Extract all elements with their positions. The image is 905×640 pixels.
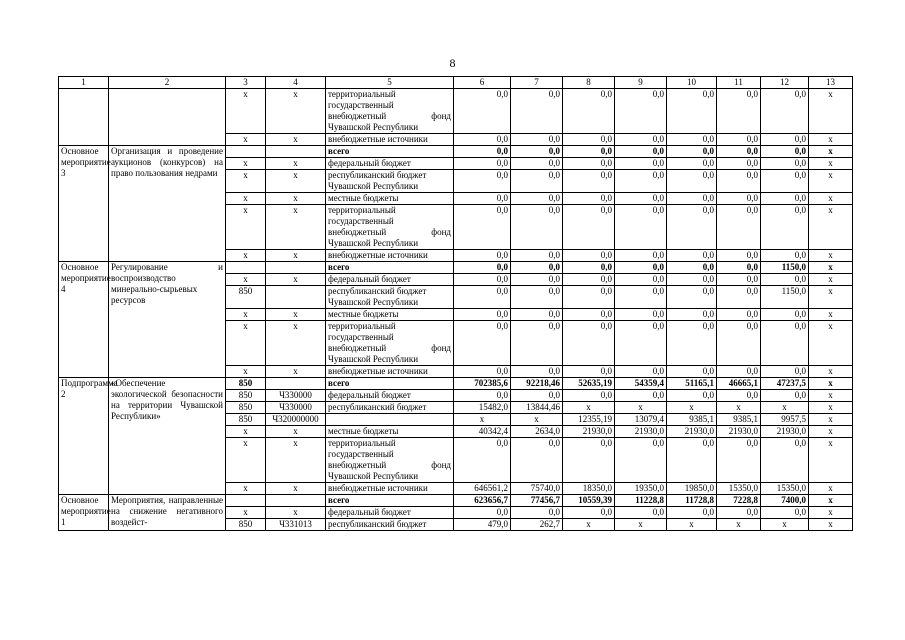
column-header: 1 — [59, 77, 109, 89]
table-cell: х — [809, 495, 853, 507]
table-cell: х — [226, 158, 266, 170]
table-cell: 850 — [226, 402, 266, 414]
table-cell: 0,0 — [615, 158, 667, 170]
table-cell: 0,0 — [511, 309, 563, 321]
table-cell: 0,0 — [761, 390, 809, 402]
table-cell: х — [266, 366, 326, 378]
table-cell: 12355,19 — [563, 414, 615, 426]
table-cell: х — [266, 507, 326, 519]
table-cell: 0,0 — [717, 146, 761, 158]
table-cell: х — [563, 519, 615, 531]
table-cell: 0,0 — [511, 146, 563, 158]
table-cell: х — [563, 402, 615, 414]
table-cell: 0,0 — [454, 390, 511, 402]
table-cell: 0,0 — [454, 146, 511, 158]
table-cell: 0,0 — [563, 250, 615, 262]
table-cell: 54359,4 — [615, 378, 667, 390]
table-cell: 0,0 — [563, 274, 615, 286]
table-cell: х — [809, 366, 853, 378]
table-cell: 0,0 — [717, 262, 761, 274]
table-cell: х — [266, 193, 326, 205]
table-cell: 0,0 — [454, 170, 511, 193]
column-header: 10 — [667, 77, 717, 89]
table-cell: 0,0 — [717, 205, 761, 250]
table-cell: 46665,1 — [717, 378, 761, 390]
table-cell: внебюджетные источники — [326, 483, 454, 495]
table-cell: 0,0 — [454, 274, 511, 286]
table-cell — [226, 146, 266, 158]
table-cell: внебюджетные источники — [326, 366, 454, 378]
column-header: 5 — [326, 77, 454, 89]
table-cell: 21930,0 — [615, 426, 667, 438]
table-cell — [59, 89, 109, 146]
page-number: 8 — [449, 56, 456, 70]
table-cell: 0,0 — [667, 262, 717, 274]
table-cell: 0,0 — [717, 134, 761, 146]
table-cell: всего — [326, 262, 454, 274]
table-cell: 0,0 — [761, 366, 809, 378]
column-header: 7 — [511, 77, 563, 89]
table-cell: х — [226, 250, 266, 262]
table-cell: территориальный государственный внебюджетный фонд Чувашской Республики — [326, 89, 454, 134]
table-cell: 0,0 — [717, 274, 761, 286]
table-cell: х — [226, 309, 266, 321]
table-cell: 0,0 — [761, 146, 809, 158]
table-cell: 0,0 — [615, 193, 667, 205]
table-cell: 0,0 — [667, 438, 717, 483]
table-cell: 0,0 — [454, 262, 511, 274]
table-cell: 1150,0 — [761, 286, 809, 309]
table-cell: х — [717, 402, 761, 414]
table-cell: х — [226, 193, 266, 205]
table-cell: х — [226, 89, 266, 134]
table-cell: 47237,5 — [761, 378, 809, 390]
table-cell: х — [667, 519, 717, 531]
table-cell: х — [226, 507, 266, 519]
table-cell: 0,0 — [717, 438, 761, 483]
table-cell: 262,7 — [511, 519, 563, 531]
table-cell: 0,0 — [717, 170, 761, 193]
table-header-row — [59, 77, 853, 89]
table-cell: 0,0 — [454, 134, 511, 146]
table-cell: федеральный бюджет — [326, 390, 454, 402]
table-cell: 0,0 — [454, 286, 511, 309]
table-cell: 10559,39 — [563, 495, 615, 507]
table-cell: х — [809, 205, 853, 250]
table-cell: Ч331013 — [266, 519, 326, 531]
table-cell — [266, 262, 326, 274]
table-cell: х — [266, 205, 326, 250]
table-cell: 18350,0 — [563, 483, 615, 495]
table-cell: х — [266, 89, 326, 134]
table-row — [59, 495, 853, 507]
table-cell — [109, 89, 226, 146]
table-cell: 21930,0 — [563, 426, 615, 438]
table-cell: х — [226, 321, 266, 366]
table-row — [59, 262, 853, 274]
table-cell: 0,0 — [454, 89, 511, 134]
table-cell: 51165,1 — [667, 378, 717, 390]
table-cell: 0,0 — [511, 390, 563, 402]
table-cell: 0,0 — [511, 366, 563, 378]
table-cell: 0,0 — [761, 170, 809, 193]
table-cell: 21930,0 — [717, 426, 761, 438]
table-cell: 0,0 — [563, 286, 615, 309]
group-name: Мероприятия, направленные на снижение негативного воздейст- — [109, 495, 226, 531]
table-cell: территориальный государственный внебюджетный фонд Чувашской Республики — [326, 438, 454, 483]
table-cell: Ч330000 — [266, 402, 326, 414]
table-cell: 0,0 — [563, 390, 615, 402]
table-cell: х — [809, 250, 853, 262]
table-cell: 0,0 — [667, 134, 717, 146]
table-cell: всего — [326, 146, 454, 158]
table-cell: 0,0 — [615, 366, 667, 378]
column-header: 13 — [809, 77, 853, 89]
table-cell: 13079,4 — [615, 414, 667, 426]
table-cell: 7400,0 — [761, 495, 809, 507]
group-kind: Основное мероприятие 1 — [59, 495, 109, 531]
table-cell: 15350,0 — [761, 483, 809, 495]
table-cell: 0,0 — [454, 507, 511, 519]
table-cell: х — [809, 89, 853, 134]
table-cell: 0,0 — [761, 250, 809, 262]
table-cell: 0,0 — [511, 158, 563, 170]
table-cell: 0,0 — [761, 274, 809, 286]
table-cell — [226, 495, 266, 507]
table-cell: 0,0 — [717, 89, 761, 134]
table-cell: 19350,0 — [615, 483, 667, 495]
table-cell: 9957,5 — [761, 414, 809, 426]
table-cell: 0,0 — [511, 250, 563, 262]
table-cell: 0,0 — [717, 366, 761, 378]
table-cell: х — [226, 426, 266, 438]
column-header: 9 — [615, 77, 667, 89]
column-header: 12 — [761, 77, 809, 89]
table-cell: 0,0 — [717, 321, 761, 366]
table-cell: 0,0 — [615, 134, 667, 146]
table-cell: х — [809, 378, 853, 390]
table-cell: 0,0 — [717, 193, 761, 205]
table-cell: 0,0 — [563, 89, 615, 134]
table-cell: всего — [326, 495, 454, 507]
table-cell: х — [266, 158, 326, 170]
table-cell: 0,0 — [615, 507, 667, 519]
table-cell: 0,0 — [615, 286, 667, 309]
table-cell: х — [266, 309, 326, 321]
table-cell: 623656,7 — [454, 495, 511, 507]
table-cell: местные бюджеты — [326, 426, 454, 438]
table-cell: 0,0 — [761, 158, 809, 170]
table-cell: х — [226, 170, 266, 193]
table-cell: х — [809, 286, 853, 309]
table-cell: республиканский бюджет — [326, 519, 454, 531]
table-cell: х — [266, 483, 326, 495]
table-cell: федеральный бюджет — [326, 507, 454, 519]
table-cell: всего — [326, 378, 454, 390]
table-cell: 0,0 — [615, 321, 667, 366]
table-cell: 75740,0 — [511, 483, 563, 495]
table-cell: х — [717, 519, 761, 531]
table-cell: 0,0 — [761, 205, 809, 250]
table-cell: внебюджетные источники — [326, 250, 454, 262]
table-cell: 0,0 — [615, 390, 667, 402]
column-header: 2 — [109, 77, 226, 89]
table-cell: 15350,0 — [717, 483, 761, 495]
table-cell: 0,0 — [667, 390, 717, 402]
group-name: Организация и проведение аукционов (конкурсов) на право пользования недрами — [109, 146, 226, 262]
table-cell: 0,0 — [667, 286, 717, 309]
table-cell: федеральный бюджет — [326, 158, 454, 170]
table-cell: 0,0 — [615, 438, 667, 483]
table-cell: 0,0 — [563, 321, 615, 366]
table-cell: 0,0 — [563, 366, 615, 378]
table-cell: х — [809, 426, 853, 438]
table-cell: 0,0 — [454, 366, 511, 378]
table-cell: х — [226, 438, 266, 483]
group-name: «Обеспечение экологической безопасности на территории Чувашской Республики» — [109, 378, 226, 495]
table-cell: х — [511, 414, 563, 426]
table-cell: Ч330000 — [266, 390, 326, 402]
table-cell: 19850,0 — [667, 483, 717, 495]
table-cell: х — [266, 170, 326, 193]
table-row — [59, 378, 853, 390]
table-cell: 0,0 — [717, 390, 761, 402]
table-cell: 21930,0 — [761, 426, 809, 438]
table-cell: 0,0 — [615, 89, 667, 134]
table-cell: 0,0 — [563, 309, 615, 321]
table-cell: 0,0 — [454, 193, 511, 205]
table-cell: х — [809, 414, 853, 426]
table-cell: 0,0 — [761, 193, 809, 205]
table-cell: 0,0 — [511, 274, 563, 286]
table-cell: 0,0 — [615, 250, 667, 262]
table-cell: х — [226, 483, 266, 495]
table-cell: 0,0 — [615, 274, 667, 286]
table-cell: 0,0 — [454, 309, 511, 321]
table-cell — [266, 146, 326, 158]
column-header: 4 — [266, 77, 326, 89]
table-cell: 9385,1 — [667, 414, 717, 426]
table-row — [59, 89, 853, 134]
table-cell: 15482,0 — [454, 402, 511, 414]
table-cell: 850 — [226, 286, 266, 309]
table-cell: 0,0 — [563, 134, 615, 146]
table-cell: 0,0 — [511, 193, 563, 205]
table-cell: х — [226, 205, 266, 250]
table-cell: 850 — [226, 378, 266, 390]
table-cell: 0,0 — [563, 507, 615, 519]
table-cell: х — [454, 414, 511, 426]
table-cell: х — [226, 134, 266, 146]
table-cell: 0,0 — [667, 274, 717, 286]
table-cell: 7228,8 — [717, 495, 761, 507]
table-cell: х — [266, 426, 326, 438]
table-cell: х — [809, 309, 853, 321]
table-cell: 0,0 — [511, 262, 563, 274]
column-header: 6 — [454, 77, 511, 89]
table-cell: 850 — [226, 390, 266, 402]
table-cell: 2634,0 — [511, 426, 563, 438]
table-cell: х — [809, 483, 853, 495]
table-cell: федеральный бюджет — [326, 274, 454, 286]
table-cell: х — [266, 250, 326, 262]
table-cell: 0,0 — [667, 158, 717, 170]
table-cell: 0,0 — [511, 89, 563, 134]
table-cell: 0,0 — [511, 205, 563, 250]
table-cell: 1150,0 — [761, 262, 809, 274]
table-cell: х — [615, 402, 667, 414]
table-cell: 0,0 — [717, 158, 761, 170]
table-cell — [326, 414, 454, 426]
table-cell: 21930,0 — [667, 426, 717, 438]
table-cell: 0,0 — [454, 158, 511, 170]
table-cell: 0,0 — [761, 321, 809, 366]
group-kind: Основное мероприятие 4 — [59, 262, 109, 378]
group-kind: Подпрограмма 2 — [59, 378, 109, 495]
table-cell: 0,0 — [615, 170, 667, 193]
table-cell — [266, 495, 326, 507]
table-cell: республиканский бюджет Чувашской Республики — [326, 286, 454, 309]
table-cell: 0,0 — [717, 507, 761, 519]
table-cell: местные бюджеты — [326, 193, 454, 205]
table-cell — [266, 286, 326, 309]
table-cell: 0,0 — [615, 205, 667, 250]
table-cell: 0,0 — [615, 262, 667, 274]
table-cell: х — [809, 274, 853, 286]
table-cell: 0,0 — [667, 193, 717, 205]
table-cell: 0,0 — [563, 262, 615, 274]
table-cell: 0,0 — [761, 134, 809, 146]
table-cell: 11728,8 — [667, 495, 717, 507]
table-cell: 0,0 — [563, 170, 615, 193]
group-name: Регулирование и воспроизводство минерально-сырьевых ресурсов — [109, 262, 226, 378]
table-cell: 0,0 — [667, 309, 717, 321]
table-cell: 0,0 — [761, 507, 809, 519]
table-cell: 0,0 — [511, 321, 563, 366]
table-cell: х — [809, 193, 853, 205]
table-cell: х — [266, 438, 326, 483]
table-cell: х — [266, 274, 326, 286]
table-cell: 0,0 — [667, 170, 717, 193]
table-cell: х — [761, 402, 809, 414]
table-cell: х — [667, 402, 717, 414]
table-cell: внебюджетные источники — [326, 134, 454, 146]
table-cell: 0,0 — [511, 134, 563, 146]
table-cell: республиканский бюджет — [326, 402, 454, 414]
table-cell: 77456,7 — [511, 495, 563, 507]
table-cell: 0,0 — [717, 250, 761, 262]
table-cell: 0,0 — [511, 286, 563, 309]
table-cell: 0,0 — [667, 250, 717, 262]
table-cell: 0,0 — [511, 438, 563, 483]
table-cell: 13844,46 — [511, 402, 563, 414]
table-cell: х — [761, 519, 809, 531]
table-cell: 0,0 — [717, 309, 761, 321]
table-cell: территориальный государственный внебюджетный фонд Чувашской Республики — [326, 205, 454, 250]
table-cell: 0,0 — [563, 438, 615, 483]
table-cell — [226, 262, 266, 274]
table-cell: 0,0 — [761, 89, 809, 134]
table-cell: 0,0 — [454, 321, 511, 366]
group-kind: Основное мероприятие 3 — [59, 146, 109, 262]
table-cell: 0,0 — [563, 205, 615, 250]
table-cell: 479,0 — [454, 519, 511, 531]
table-cell: х — [809, 158, 853, 170]
table-cell: х — [809, 146, 853, 158]
table-cell: х — [809, 519, 853, 531]
table-cell: х — [809, 170, 853, 193]
table-cell: республиканский бюджет Чувашской Республики — [326, 170, 454, 193]
table-cell: х — [809, 402, 853, 414]
table-cell: 0,0 — [563, 146, 615, 158]
table-cell: 0,0 — [563, 158, 615, 170]
table-cell: 0,0 — [511, 170, 563, 193]
table-cell: 850 — [226, 414, 266, 426]
table-cell: х — [226, 274, 266, 286]
table-cell: 0,0 — [667, 146, 717, 158]
table-cell: 0,0 — [667, 366, 717, 378]
table-cell — [266, 378, 326, 390]
table-cell: 0,0 — [615, 309, 667, 321]
budget-table — [58, 76, 853, 531]
table-cell: 0,0 — [667, 205, 717, 250]
table-cell: х — [266, 134, 326, 146]
table-cell: х — [809, 438, 853, 483]
column-header: 8 — [563, 77, 615, 89]
table-cell: х — [809, 507, 853, 519]
table-cell: х — [809, 262, 853, 274]
table-row — [59, 146, 853, 158]
table-cell: 9385,1 — [717, 414, 761, 426]
table-cell: х — [266, 321, 326, 366]
table-cell: х — [226, 366, 266, 378]
table-cell: х — [615, 519, 667, 531]
table-cell: 850 — [226, 519, 266, 531]
column-header: 11 — [717, 77, 761, 89]
table-cell: 0,0 — [511, 507, 563, 519]
table-cell: территориальный государственный внебюджетный фонд Чувашской Республики — [326, 321, 454, 366]
table-cell: местные бюджеты — [326, 309, 454, 321]
table-cell: 0,0 — [667, 321, 717, 366]
table-cell: 702385,6 — [454, 378, 511, 390]
table-cell: 646561,2 — [454, 483, 511, 495]
column-header: 3 — [226, 77, 266, 89]
table-cell: 0,0 — [563, 193, 615, 205]
table-cell: 92218,46 — [511, 378, 563, 390]
table-cell: 40342,4 — [454, 426, 511, 438]
table-cell: 0,0 — [454, 205, 511, 250]
table-cell: 52635,19 — [563, 378, 615, 390]
table-cell: 11228,8 — [615, 495, 667, 507]
table-cell: х — [809, 390, 853, 402]
table-cell: 0,0 — [454, 250, 511, 262]
table-cell: 0,0 — [667, 507, 717, 519]
table-cell: х — [809, 134, 853, 146]
table-cell: 0,0 — [717, 286, 761, 309]
table-cell: х — [809, 321, 853, 366]
table-cell: 0,0 — [615, 146, 667, 158]
table-cell: 0,0 — [667, 89, 717, 134]
table-cell: Ч320000000 — [266, 414, 326, 426]
table-cell: 0,0 — [454, 438, 511, 483]
table-cell: 0,0 — [761, 438, 809, 483]
table-cell: 0,0 — [761, 309, 809, 321]
